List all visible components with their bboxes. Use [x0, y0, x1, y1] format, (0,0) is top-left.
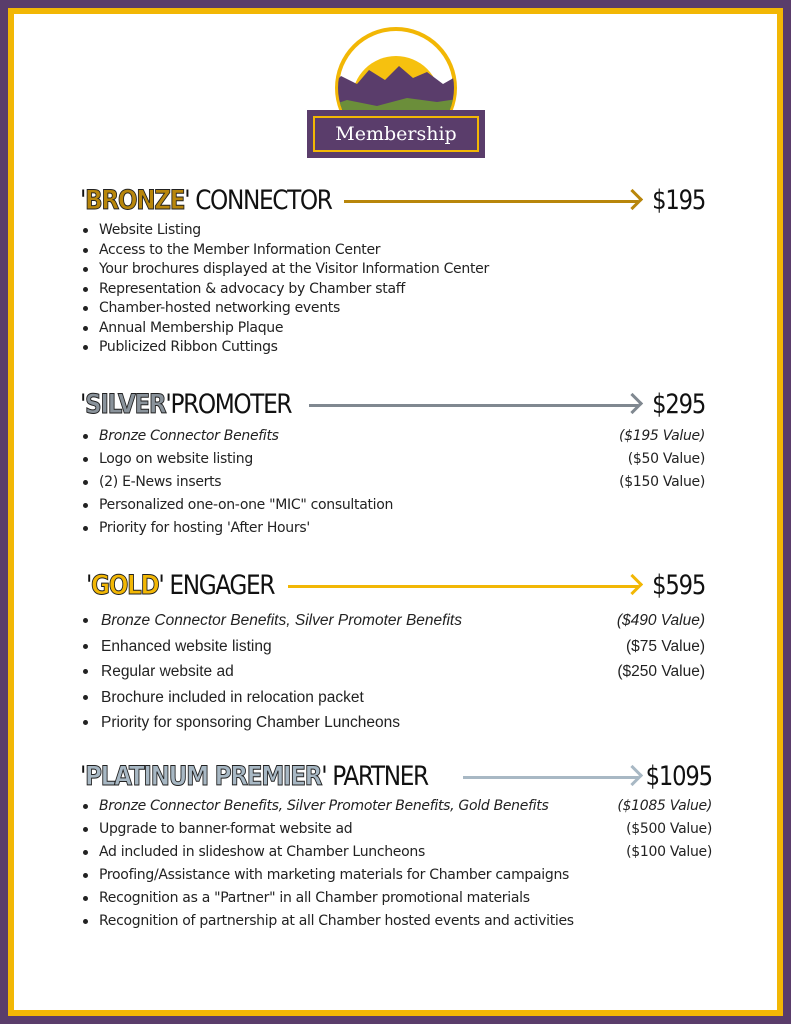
membership-logo	[307, 26, 485, 158]
logo-plate-border	[313, 116, 479, 152]
list-item: Representation & advocacy by Chamber staff	[80, 280, 705, 300]
list-item: Publicized Ribbon Cuttings	[80, 338, 705, 358]
list-item: Logo on website listing ($50 Value)	[80, 448, 705, 471]
tier-bronze-arrow-icon	[344, 200, 638, 203]
list-item: Personalized one-on-one "MIC" consultation	[80, 494, 705, 517]
list-item: Annual Membership Plaque	[80, 319, 705, 339]
tier-platinum-title: 'PLATINUM PREMIER' PARTNER	[80, 761, 428, 792]
tier-gold-header	[80, 566, 705, 606]
list-item: Bronze Connector Benefits, Silver Promoter Benefits, Gold Benefits ($1085 Value)	[80, 795, 712, 818]
list-item: Regular website ad ($250 Value)	[80, 659, 705, 685]
tier-platinum-arrow-icon	[463, 776, 638, 779]
tier-platinum-highlight: PLATINUM PREMIER	[85, 761, 322, 792]
list-item: Chamber-hosted networking events	[80, 299, 705, 319]
tier-platinum	[80, 757, 712, 933]
tier-gold-highlight: GOLD	[91, 570, 159, 601]
list-item: Brochure included in relocation packet	[80, 685, 705, 711]
list-item: Bronze Connector Benefits ($195 Value)	[80, 425, 705, 448]
list-item: (2) E-News inserts ($150 Value)	[80, 471, 705, 494]
tier-bronze-list	[80, 221, 705, 358]
tier-silver-price: $295	[651, 389, 705, 420]
list-item: Recognition of partnership at all Chamber hosted events and activities	[80, 910, 712, 933]
tier-gold-price: $595	[651, 570, 705, 601]
tier-silver-arrow-icon	[309, 404, 638, 407]
tier-gold	[80, 566, 705, 736]
tier-bronze-title: 'BRONZE' CONNECTOR	[80, 185, 332, 216]
tier-silver-header	[80, 385, 705, 425]
tier-silver	[80, 385, 705, 540]
tier-silver-highlight: SILVER	[85, 389, 166, 420]
tier-silver-title: 'SILVER'PROMOTER	[80, 389, 292, 420]
tier-bronze-price: $195	[651, 185, 705, 216]
list-item: Enhanced website listing ($75 Value)	[80, 634, 705, 660]
list-item: Ad included in slideshow at Chamber Luncheons ($100 Value)	[80, 841, 712, 864]
list-item: Priority for sponsoring Chamber Luncheons	[80, 710, 705, 736]
list-item: Upgrade to banner-format website ad ($500 Value)	[80, 818, 712, 841]
tier-bronze	[80, 181, 705, 358]
list-item: Access to the Member Information Center	[80, 241, 705, 261]
list-item: Your brochures displayed at the Visitor Information Center	[80, 260, 705, 280]
logo-plate	[307, 110, 485, 158]
tier-gold-list	[80, 608, 705, 736]
tier-gold-title: 'GOLD' ENGAGER	[86, 570, 275, 601]
logo-label: Membership	[335, 123, 457, 145]
list-item: Bronze Connector Benefits, Silver Promoter Benefits ($490 Value)	[80, 608, 705, 634]
tier-platinum-price: $1095	[645, 761, 712, 792]
tier-platinum-header	[80, 757, 712, 797]
tier-bronze-highlight: BRONZE	[85, 185, 185, 216]
tier-platinum-list	[80, 795, 712, 933]
tier-silver-list	[80, 425, 705, 540]
tier-gold-arrow-icon	[288, 585, 638, 588]
list-item: Recognition as a "Partner" in all Chamber promotional materials	[80, 887, 712, 910]
list-item: Priority for hosting 'After Hours'	[80, 517, 705, 540]
tier-bronze-header	[80, 181, 705, 221]
list-item: Website Listing	[80, 221, 705, 241]
list-item: Proofing/Assistance with marketing materials for Chamber campaigns	[80, 864, 712, 887]
